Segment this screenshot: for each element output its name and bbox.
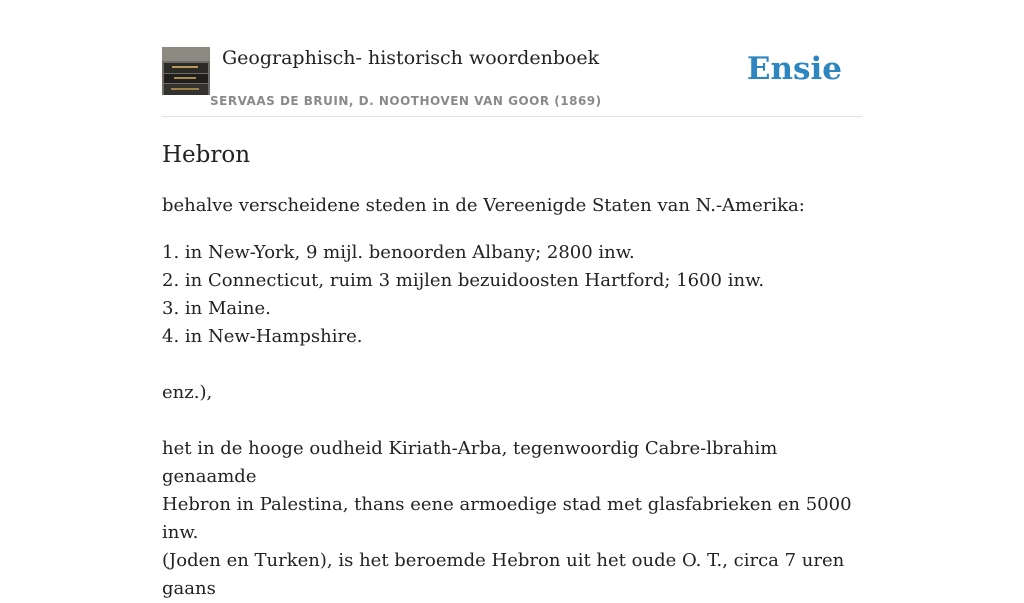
paragraph-line: Hebron in Palestina, thans eene armoedige stad met glasfabrieken en 5000 inw. xyxy=(162,494,852,543)
list-item: 2. in Connecticut, ruim 3 mijlen bezuidoosten Hartford; 1600 inw. xyxy=(162,270,765,291)
paragraph-line: (Joden en Turken), is het beroemde Hebron uit het oude O. T., circa 7 uren gaans xyxy=(162,550,845,599)
book-author: SERVAAS DE BRUIN, D. NOOTHOVEN VAN GOOR (1869) xyxy=(210,94,602,108)
book-title[interactable]: Geographisch- historisch woordenboek xyxy=(222,47,600,69)
page xyxy=(162,0,862,599)
entry-title: Hebron xyxy=(162,142,251,168)
header xyxy=(162,0,862,117)
paragraph-line: het in de hooge oudheid Kiriath-Arba, tegenwoordig Cabre-lbrahim genaamde xyxy=(162,438,778,487)
brand-logo[interactable]: Ensie xyxy=(746,51,842,87)
list-item: 4. in New-Hampshire. xyxy=(162,326,363,347)
after-list-text: enz.), xyxy=(162,382,213,403)
list-item: 1. in New-York, 9 mijl. benoorden Albany; 2800 inw. xyxy=(162,242,635,263)
book-cover-icon[interactable] xyxy=(162,47,210,95)
spacer xyxy=(162,351,862,379)
entry-content xyxy=(162,192,862,603)
entry-intro: behalve verscheidene steden in de Vereenigde Staten van N.-Amerika: xyxy=(162,195,805,216)
book-cover-image xyxy=(162,47,210,95)
spacer xyxy=(162,407,862,435)
list-item: 3. in Maine. xyxy=(162,298,271,319)
